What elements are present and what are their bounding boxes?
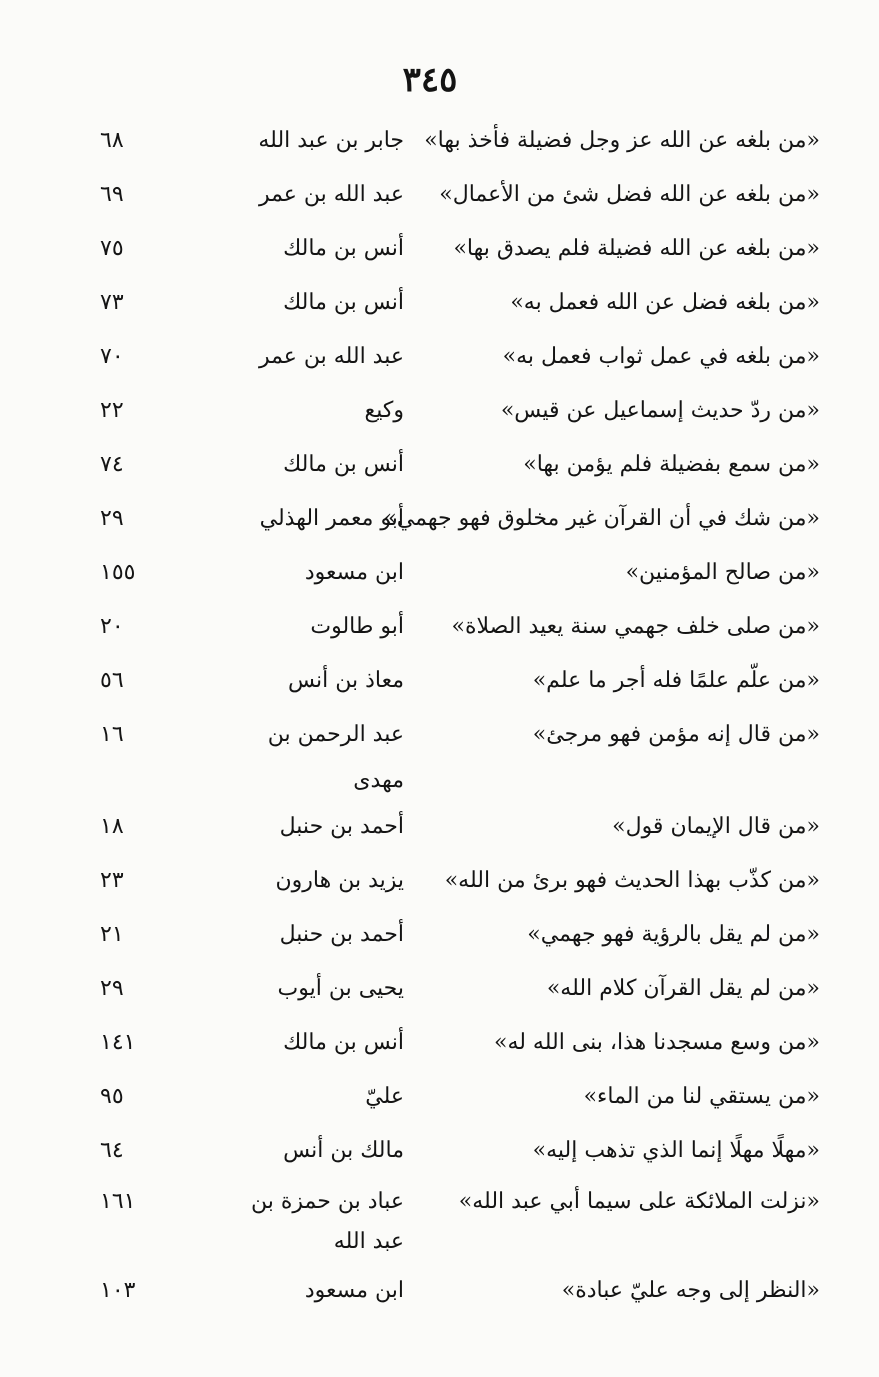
hadith-text: «من لم يقل بالرؤية فهو جهمي»: [527, 922, 820, 947]
narrator-name: أنس بن مالك: [283, 236, 404, 261]
narrator-name: أحمد بن حنبل: [279, 814, 404, 839]
narrator-name: عبد الله بن عمر: [258, 344, 404, 369]
table-row: [80, 496, 820, 550]
hadith-text: «من صالح المؤمنين»: [625, 560, 820, 585]
table-row: [80, 388, 820, 442]
page-reference: ٢٣: [100, 868, 124, 893]
narrator-name: عبد الرحمن بن مهدى: [267, 722, 404, 793]
table-row: [80, 172, 820, 226]
hadith-text: «من بلغه في عمل ثواب فعمل به»: [502, 344, 820, 369]
hadith-text: «من ردّ حديث إسماعيل عن قيس»: [500, 398, 820, 423]
hadith-text: «من كذّب بهذا الحديث فهو برئ من الله»: [444, 868, 820, 893]
page-reference: ٧٣: [100, 290, 124, 315]
table-row: [80, 226, 820, 280]
page-reference: ٢٩: [100, 506, 124, 531]
narrator-name: وكيع: [364, 398, 404, 423]
page-reference: ٧٥: [100, 236, 124, 261]
page-reference: ٥٦: [100, 668, 124, 693]
hadith-text: «من بلغه عن الله فضل شئ من الأعمال»: [439, 182, 820, 207]
page-reference: ١٠٣: [100, 1278, 136, 1303]
page-reference: ٢٠: [100, 614, 124, 639]
hadith-index-table: [80, 118, 820, 1322]
page-reference: ٦٩: [100, 182, 124, 207]
page-number: ٣٤٥: [402, 60, 458, 100]
hadith-text: «من قال الإيمان قول»: [612, 814, 820, 839]
page-reference: ٧٠: [100, 344, 124, 369]
table-row: [80, 1128, 820, 1182]
hadith-text: «من وسع مسجدنا هذا، بنى الله له»: [493, 1030, 820, 1055]
narrator-name: مالك بن أنس: [283, 1138, 404, 1163]
page-reference: ١٥٥: [100, 560, 136, 585]
narrator-name: أنس بن مالك: [283, 1030, 404, 1055]
hadith-text: «نزلت الملائكة على سيما أبي عبد الله»: [458, 1189, 820, 1214]
narrator-name: عباد بن حمزة بن عبد الله: [251, 1189, 404, 1254]
page-reference: ٦٨: [100, 128, 124, 153]
table-row: [80, 1020, 820, 1074]
table-row: [80, 1074, 820, 1128]
narrator-name: أحمد بن حنبل: [279, 922, 404, 947]
page-reference: ١٤١: [100, 1030, 136, 1055]
narrator-name: يزيد بن هارون: [275, 868, 404, 893]
page-reference: ٩٥: [100, 1084, 124, 1109]
hadith-text: «من لم يقل القرآن كلام الله»: [546, 976, 820, 1001]
hadith-text: «النظر إلى وجه عليّ عبادة»: [561, 1278, 820, 1303]
table-row: [80, 912, 820, 966]
narrator-name: معاذ بن أنس: [287, 668, 404, 693]
hadith-text: «مهلًا مهلًا إنما الذي تذهب إليه»: [532, 1138, 820, 1163]
page-reference: ٢٩: [100, 976, 124, 1001]
page-reference: ٢٢: [100, 398, 124, 423]
page-reference: ١٦: [100, 722, 124, 747]
narrator-name: أبو طالوت: [310, 614, 404, 639]
narrator-name: أنس بن مالك: [283, 290, 404, 315]
table-row: [80, 712, 820, 804]
narrator-name: ابن مسعود: [304, 560, 404, 585]
table-row: [80, 334, 820, 388]
hadith-text: «من بلغه عن الله فضيلة فلم يصدق بها»: [453, 236, 820, 261]
hadith-text: «من قال إنه مؤمن فهو مرجئ»: [532, 722, 820, 747]
page-reference: ١٨: [100, 814, 124, 839]
hadith-text: «من شك في أن القرآن غير مخلوق فهو جهمي»: [383, 506, 820, 531]
page-reference: ٦٤: [100, 1138, 124, 1163]
hadith-text: «من صلى خلف جهمي سنة يعيد الصلاة»: [451, 614, 820, 639]
narrator-name: عليّ: [365, 1084, 404, 1109]
table-row: [80, 442, 820, 496]
page-reference: ٧٤: [100, 452, 124, 477]
narrator-name: جابر بن عبد الله: [258, 128, 404, 153]
hadith-text: «من يستقي لنا من الماء»: [583, 1084, 820, 1109]
hadith-text: «من بلغه عن الله عز وجل فضيلة فأخذ بها»: [424, 128, 820, 153]
table-row: [80, 550, 820, 604]
narrator-name: ابن مسعود: [304, 1278, 404, 1303]
table-row: [80, 118, 820, 172]
narrator-name: عبد الله بن عمر: [258, 182, 404, 207]
table-row: [80, 804, 820, 858]
hadith-text: «من بلغه فضل عن الله فعمل به»: [510, 290, 820, 315]
table-row: [80, 658, 820, 712]
table-row: [80, 280, 820, 334]
narrator-name: يحيى بن أيوب: [277, 976, 404, 1001]
table-row: [80, 604, 820, 658]
hadith-text: «من علّم علمًا فله أجر ما علم»: [532, 668, 820, 693]
table-row: [80, 858, 820, 912]
table-row: [80, 1182, 820, 1268]
narrator-name: أبو معمر الهذلي: [259, 506, 404, 531]
table-row: [80, 966, 820, 1020]
page-reference: ٢١: [100, 922, 124, 947]
narrator-name: أنس بن مالك: [283, 452, 404, 477]
page-reference: ١٦١: [100, 1189, 136, 1214]
table-row: [80, 1268, 820, 1322]
hadith-text: «من سمع بفضيلة فلم يؤمن بها»: [523, 452, 820, 477]
